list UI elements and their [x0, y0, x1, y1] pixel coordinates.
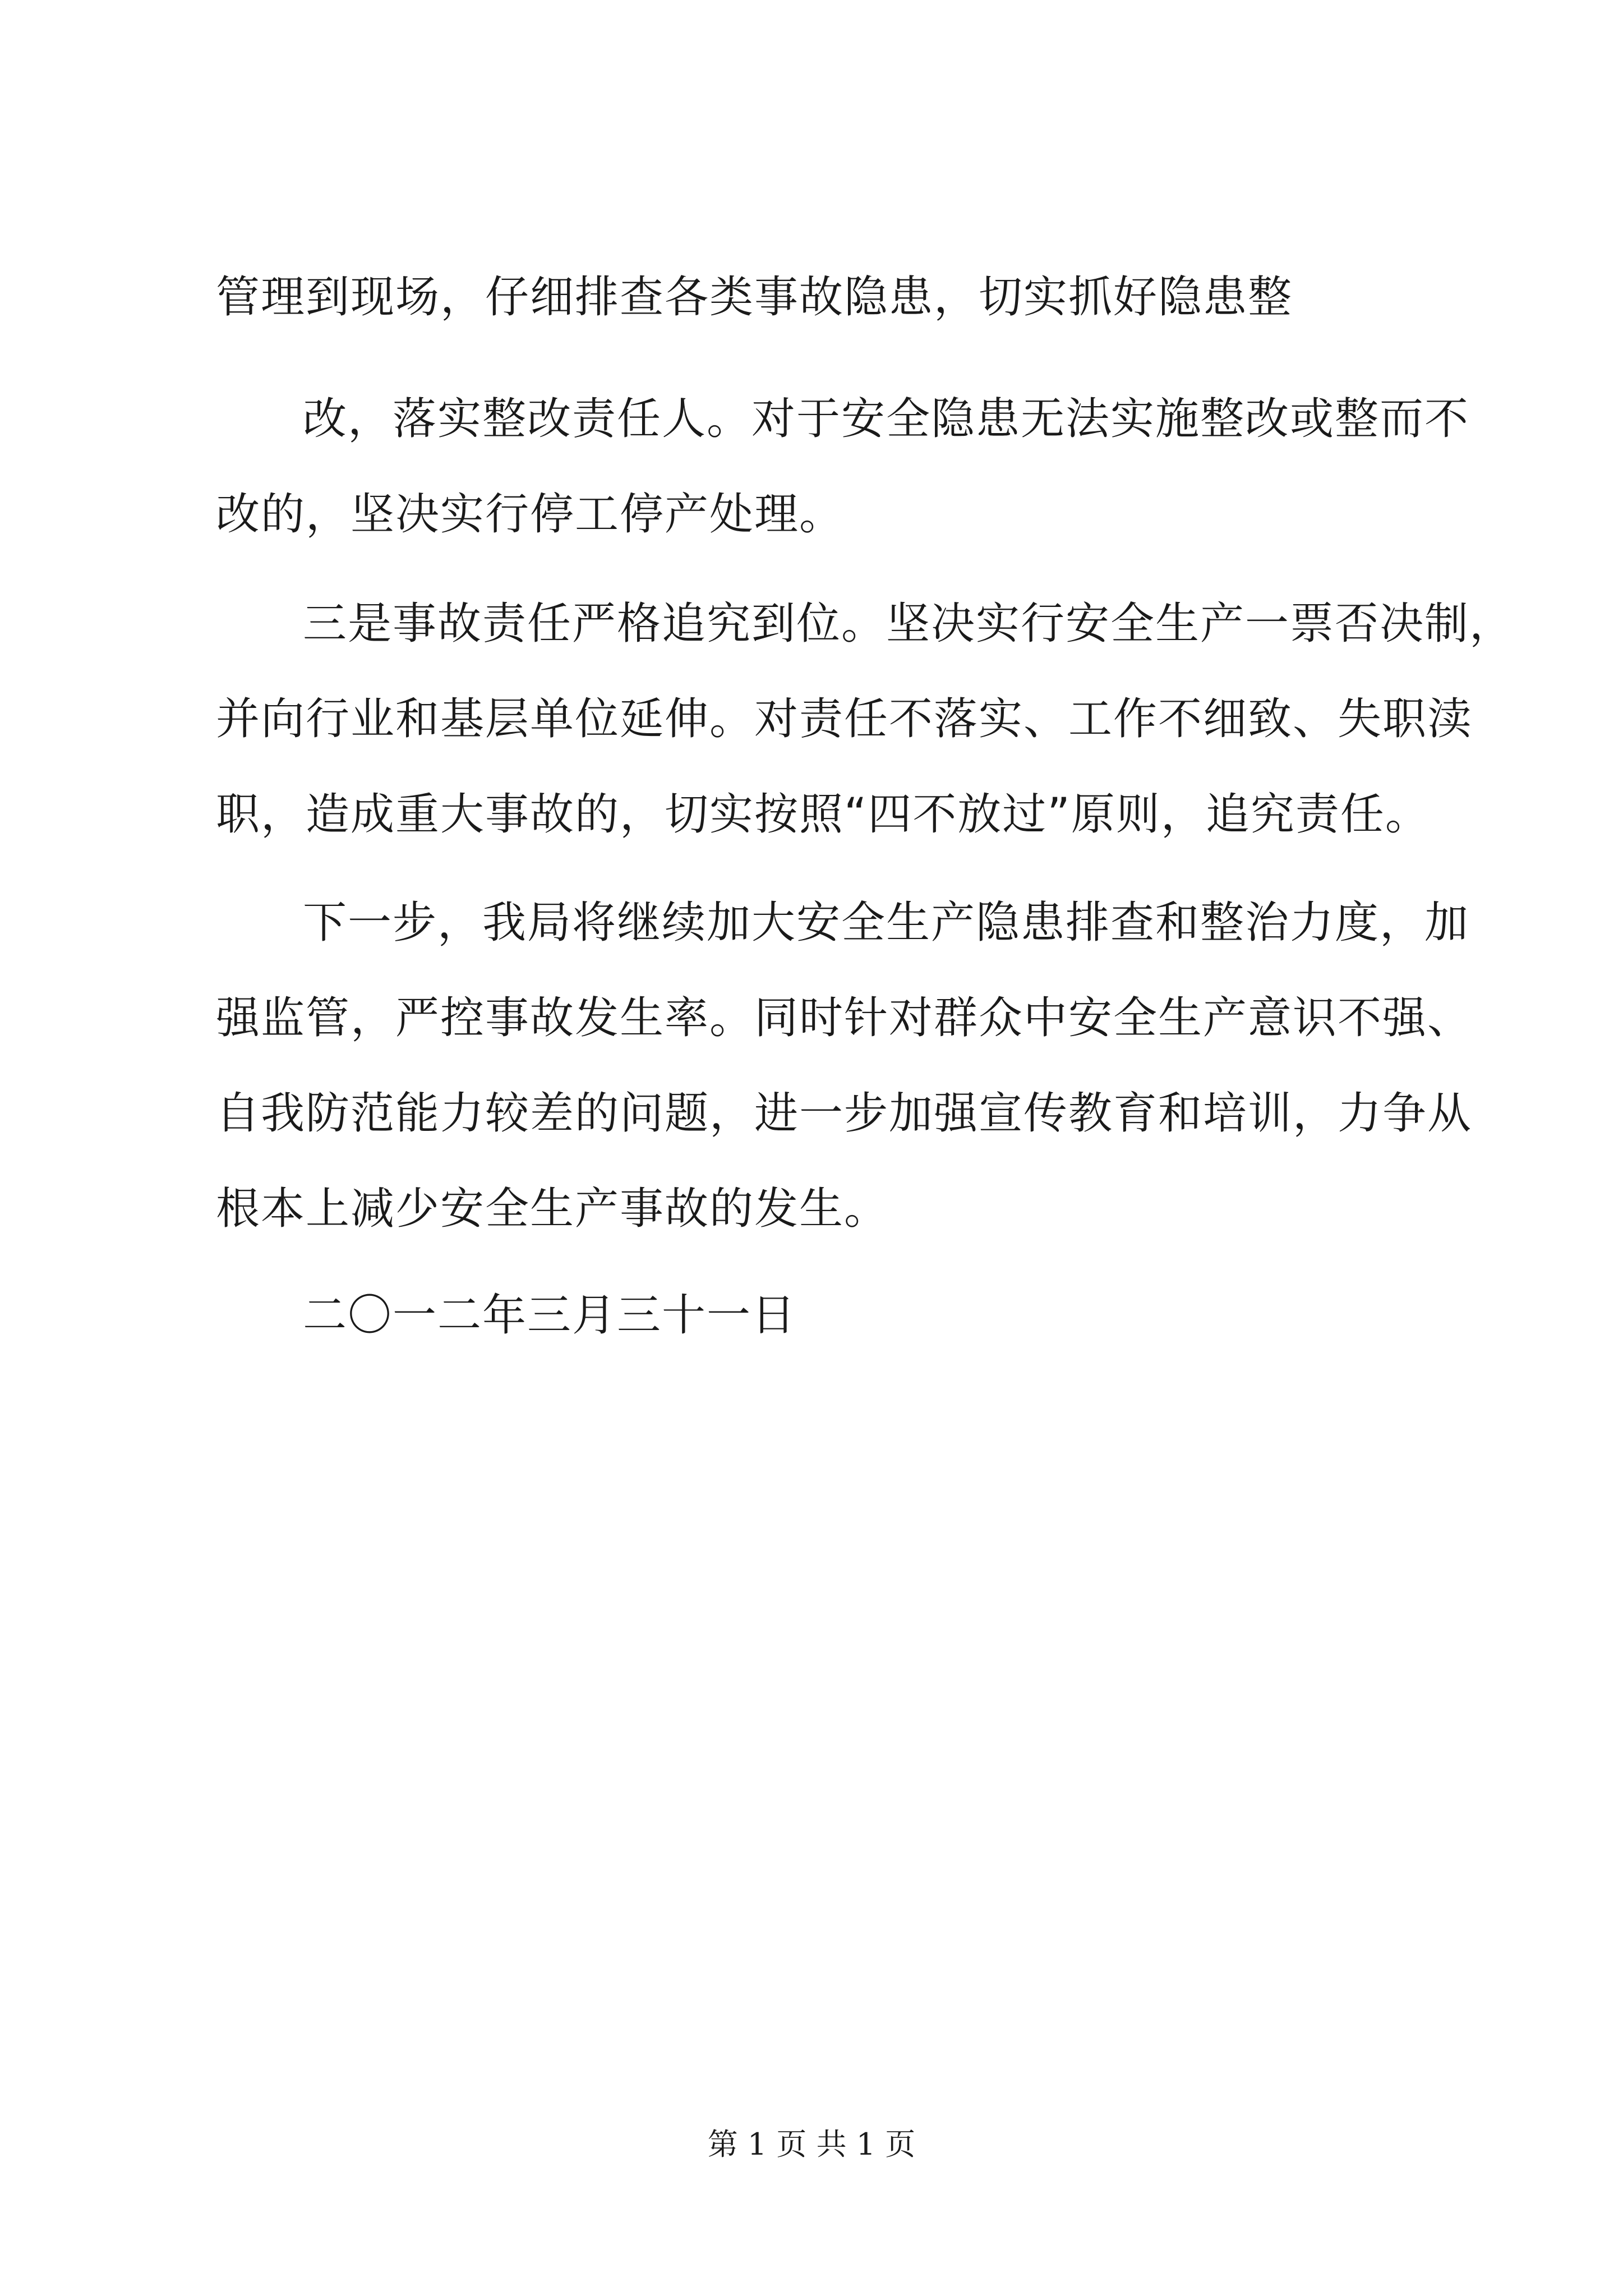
text-line-4: 三是事故责任严格追究到位。坚决实行安全生产一票否决制， [303, 599, 1515, 649]
text-line-2: 改，落实整改责任人。对于安全隐患无法实施整改或整而不 [303, 394, 1470, 444]
text-line-1: 管理到现场，仔细排查各类事故隐患，切实抓好隐患整 [216, 272, 1293, 323]
text-line-8: 强监管，严控事故发生率。同时针对群众中安全生产意识不强、 [216, 993, 1473, 1043]
text-line-9: 自我防范能力较差的问题，进一步加强宣传教育和培训，力争从 [216, 1088, 1473, 1139]
text-line-5: 并向行业和基层单位延伸。对责任不落实、工作不细致、失职渎 [216, 694, 1473, 744]
text-line-7: 下一步，我局将继续加大安全生产隐患排查和整治力度，加 [303, 898, 1470, 948]
page-number-footer: 第 1 页 共 1 页 [707, 2127, 916, 2162]
text-line-3: 改的，坚决实行停工停产处理。 [216, 489, 845, 540]
date-line: 二〇一二年三月三十一日 [303, 1290, 797, 1341]
text-line-10: 根本上减少安全生产事故的发生。 [216, 1184, 889, 1234]
text-line-6: 职，造成重大事故的，切实按照“四不放过”原则，追究责任。 [216, 789, 1430, 840]
